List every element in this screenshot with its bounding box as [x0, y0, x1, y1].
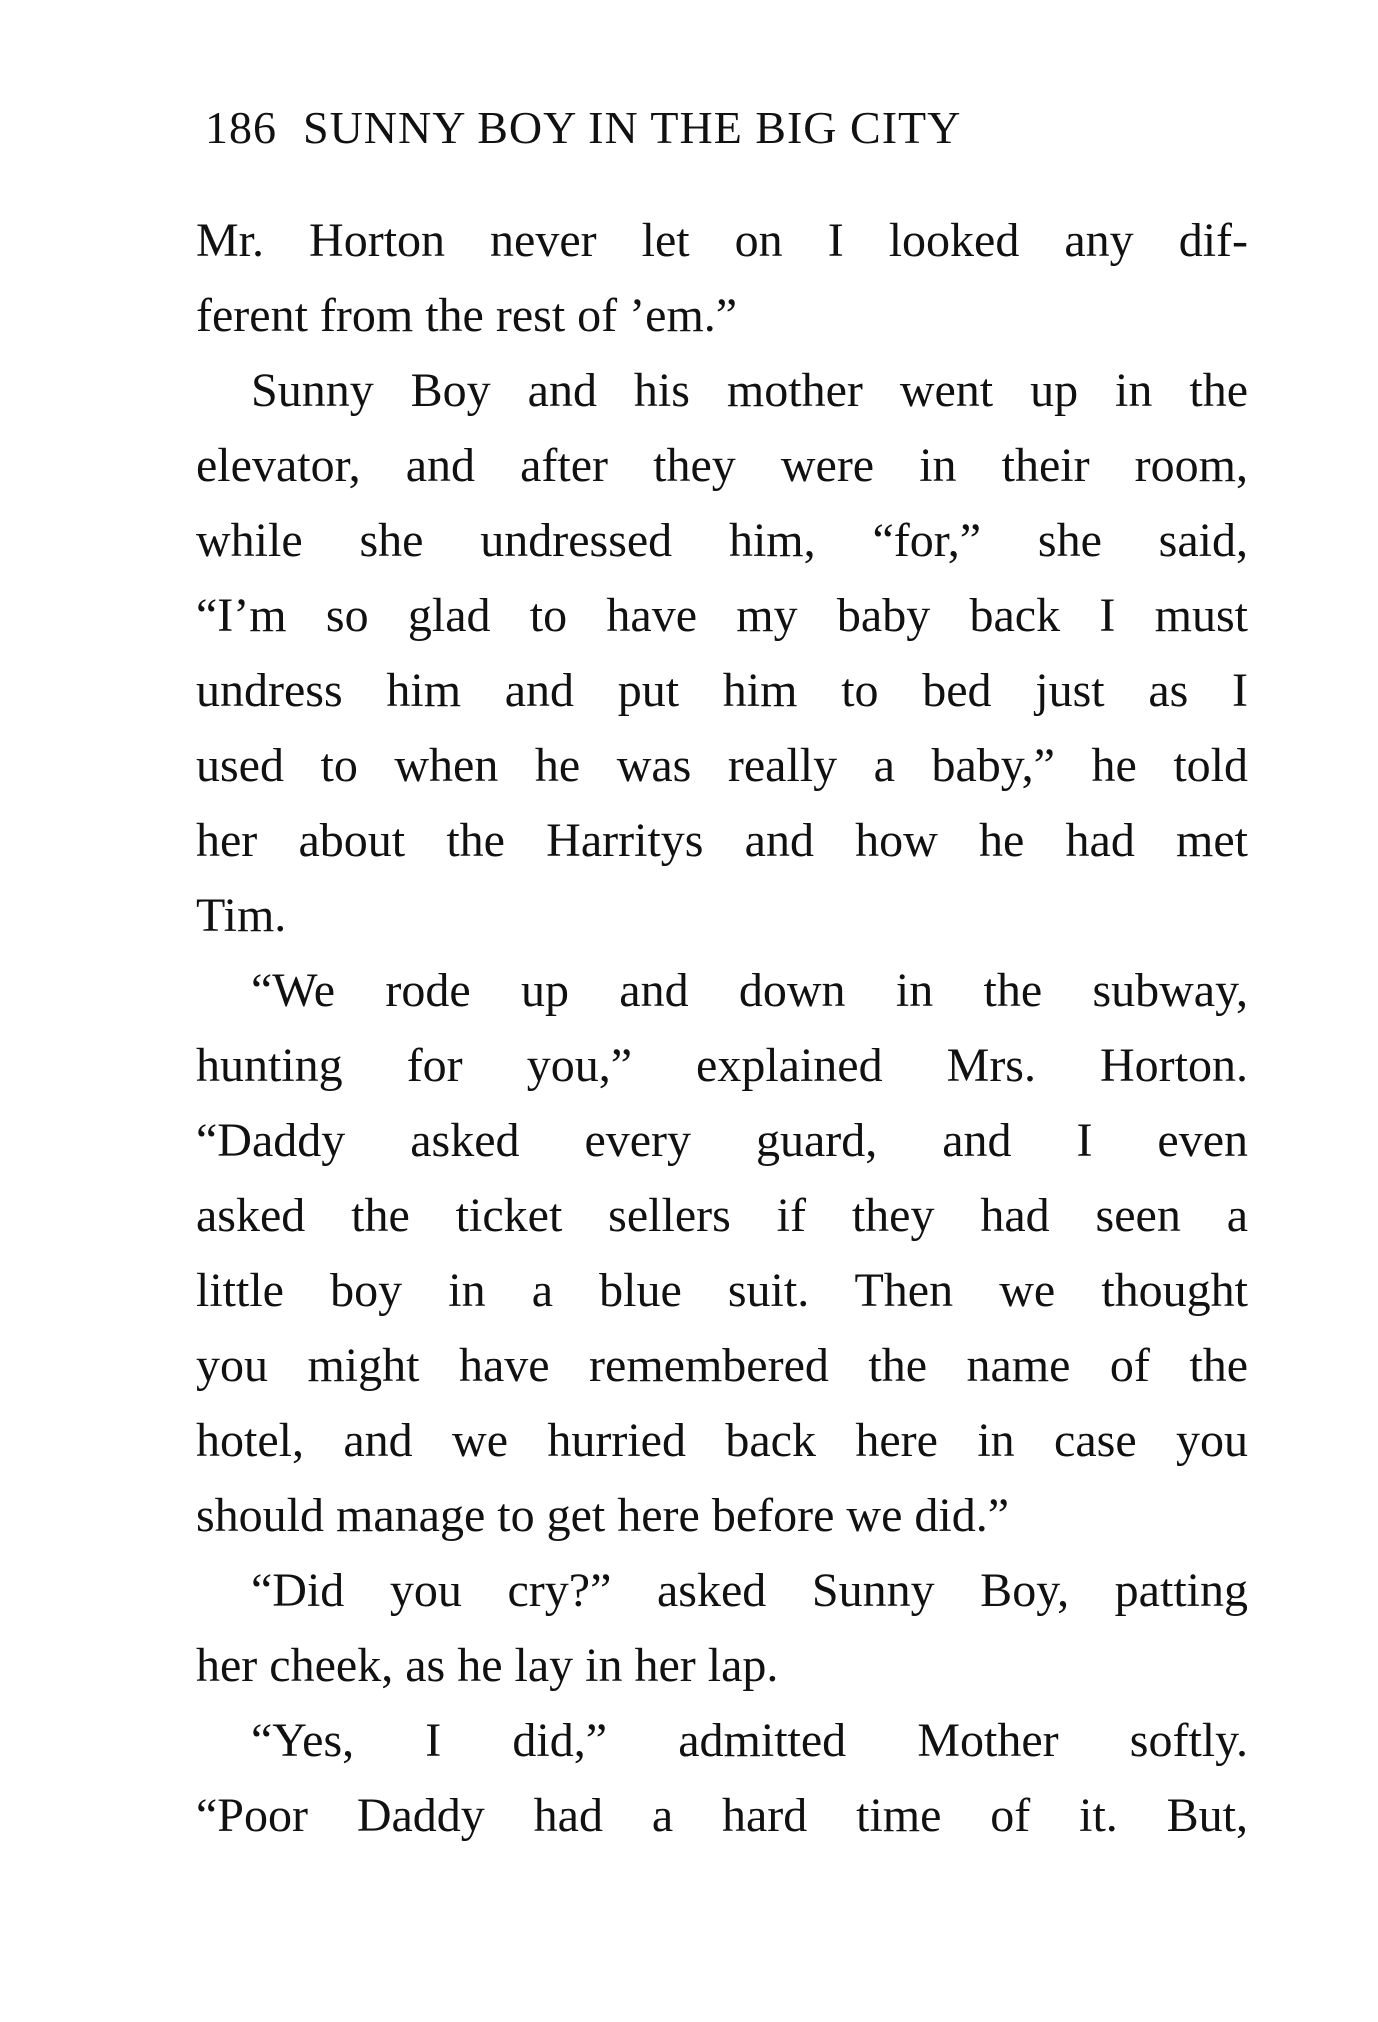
text-line: her cheek, as he lay in her lap. [196, 1639, 779, 1692]
text-line: you might have remembered the name of the [196, 1339, 1248, 1392]
text-line: Mr. Horton never let on I looked any dif- [196, 214, 1248, 267]
paragraph-4 [196, 1553, 1248, 1703]
text-line: “We rode up and down in the subway, [251, 964, 1248, 1017]
text-line: “Yes, I did,” admitted Mother softly. [251, 1714, 1248, 1767]
paragraph-2 [196, 353, 1248, 953]
body-text [196, 203, 1248, 1853]
text-line: Tim. [196, 889, 287, 942]
text-line: hunting for you,” explained Mrs. Horton. [196, 1039, 1248, 1092]
running-head [205, 98, 1245, 158]
text-line: little boy in a blue suit. Then we thought [196, 1264, 1248, 1317]
text-line: ferent from the rest of ’em.” [196, 289, 738, 342]
text-line: “Did you cry?” asked Sunny Boy, patting [251, 1564, 1248, 1617]
text-line: hotel, and we hurried back here in case you [196, 1414, 1248, 1467]
text-line: used to when he was really a baby,” he told [196, 739, 1248, 792]
text-line: should manage to get here before we did.” [196, 1489, 1010, 1542]
text-line: “I’m so glad to have my baby back I must [196, 589, 1248, 642]
text-line: Sunny Boy and his mother went up in the [251, 364, 1248, 417]
running-head-title: SUNNY BOY IN THE BIG CITY [303, 102, 962, 153]
text-line: asked the ticket sellers if they had seen a [196, 1189, 1248, 1242]
paragraph-5 [196, 1703, 1248, 1853]
text-line: while she undressed him, “for,” she said, [196, 514, 1248, 567]
text-line: undress him and put him to bed just as I [196, 664, 1248, 717]
paragraph-3 [196, 953, 1248, 1553]
text-line: “Daddy asked every guard, and I even [196, 1114, 1248, 1167]
page-number: 186 [205, 102, 277, 153]
text-line: elevator, and after they were in their room, [196, 439, 1248, 492]
paragraph-1 [196, 203, 1248, 353]
text-line: her about the Harritys and how he had met [196, 814, 1248, 867]
text-line: “Poor Daddy had a hard time of it. But, [196, 1789, 1248, 1842]
